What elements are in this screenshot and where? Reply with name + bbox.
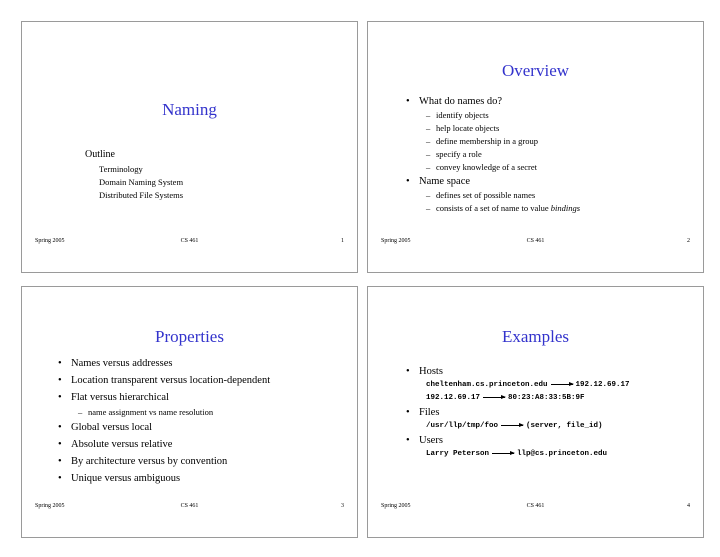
bullet-list (58, 355, 349, 487)
bullet-item: • Unique versus ambiguous (58, 470, 349, 487)
binding-text: consists of a set of name to value (436, 203, 551, 213)
slide-4 (367, 286, 704, 538)
slide-3 (21, 286, 358, 538)
mapping-name: cheltenham.cs.princeton.edu (426, 381, 548, 389)
bullet-item: • Absolute versus relative (58, 436, 349, 453)
mapping-name: /usr/llp/tmp/foo (426, 422, 499, 430)
slide-footer (381, 238, 690, 246)
mapping-value: 80:23:A8:33:5B:9F (508, 394, 585, 402)
bullet-item: • Files (406, 405, 695, 420)
slide-title: Examples (501, 327, 570, 346)
sub-bullet-item: – define membership in a group (406, 135, 695, 148)
arrow-right-icon (551, 384, 573, 385)
bullet-item: • What do names do? (406, 94, 695, 109)
footer-term: Spring 2005 (35, 503, 65, 509)
arrow-right-icon (483, 397, 505, 398)
sub-bullet-item: – name assignment vs name resolution (58, 406, 349, 419)
examples-list (406, 364, 695, 461)
outline-heading: Outline (85, 149, 115, 160)
sub-bullet-item: – defines set of possible names (406, 189, 695, 202)
mapping-value: (server, file_id) (526, 422, 603, 430)
page-number: 1 (341, 238, 344, 244)
host-mapping (406, 379, 695, 392)
user-mapping (406, 448, 695, 461)
outline (85, 148, 183, 202)
footer-course: CS 461 (180, 503, 199, 509)
host-mapping (406, 392, 695, 405)
slide-2 (367, 21, 704, 273)
footer-course: CS 461 (526, 503, 545, 509)
sub-bullet-item: – help locate objects (406, 122, 695, 135)
bullet-item: • Location transparent versus location-dependent (58, 372, 349, 389)
bullet-item: • Name space (406, 174, 695, 189)
file-mapping (406, 420, 695, 433)
footer-term: Spring 2005 (381, 238, 411, 244)
bullet-item: • Names versus addresses (58, 355, 349, 372)
footer-term: Spring 2005 (381, 503, 411, 509)
sub-bullet-item: – convey knowledge of a secret (406, 161, 695, 174)
footer-course: CS 461 (526, 238, 545, 244)
bullet-item: • Hosts (406, 364, 695, 379)
slide-title: Naming (162, 100, 217, 119)
page-number: 2 (687, 238, 690, 244)
sub-bullet-item: – identify objects (406, 109, 695, 122)
slide-footer (35, 238, 344, 246)
slide-1 (21, 21, 358, 273)
bullet-item: • Flat versus hierarchical (58, 389, 349, 406)
mapping-value: 192.12.69.17 (575, 381, 630, 389)
bullet-item: • By architecture versus by convention (58, 453, 349, 470)
page-number: 3 (341, 503, 344, 509)
bindings-emphasis: bindings (550, 203, 581, 213)
outline-item: Distributed File Systems (99, 190, 184, 200)
outline-item: Terminology (99, 164, 143, 174)
footer-term: Spring 2005 (35, 238, 65, 244)
slide-footer (35, 503, 344, 511)
sub-bullet-item (406, 202, 695, 215)
bullet-item: • Users (406, 433, 695, 448)
mapping-name: Larry Peterson (426, 450, 490, 458)
arrow-right-icon (501, 425, 523, 426)
page-number: 4 (687, 503, 690, 509)
sub-bullet-item: – specify a role (406, 148, 695, 161)
mapping-value: llp@cs.princeton.edu (517, 450, 608, 458)
slide-title: Properties (155, 327, 224, 346)
arrow-right-icon (492, 453, 514, 454)
bullet-list (406, 94, 695, 215)
outline-item: Domain Naming System (99, 177, 184, 187)
bullet-item: • Global versus local (58, 419, 349, 436)
footer-course: CS 461 (180, 238, 199, 244)
mapping-name: 192.12.69.17 (426, 394, 481, 402)
slide-footer (381, 503, 690, 511)
slide-title: Overview (501, 61, 570, 80)
